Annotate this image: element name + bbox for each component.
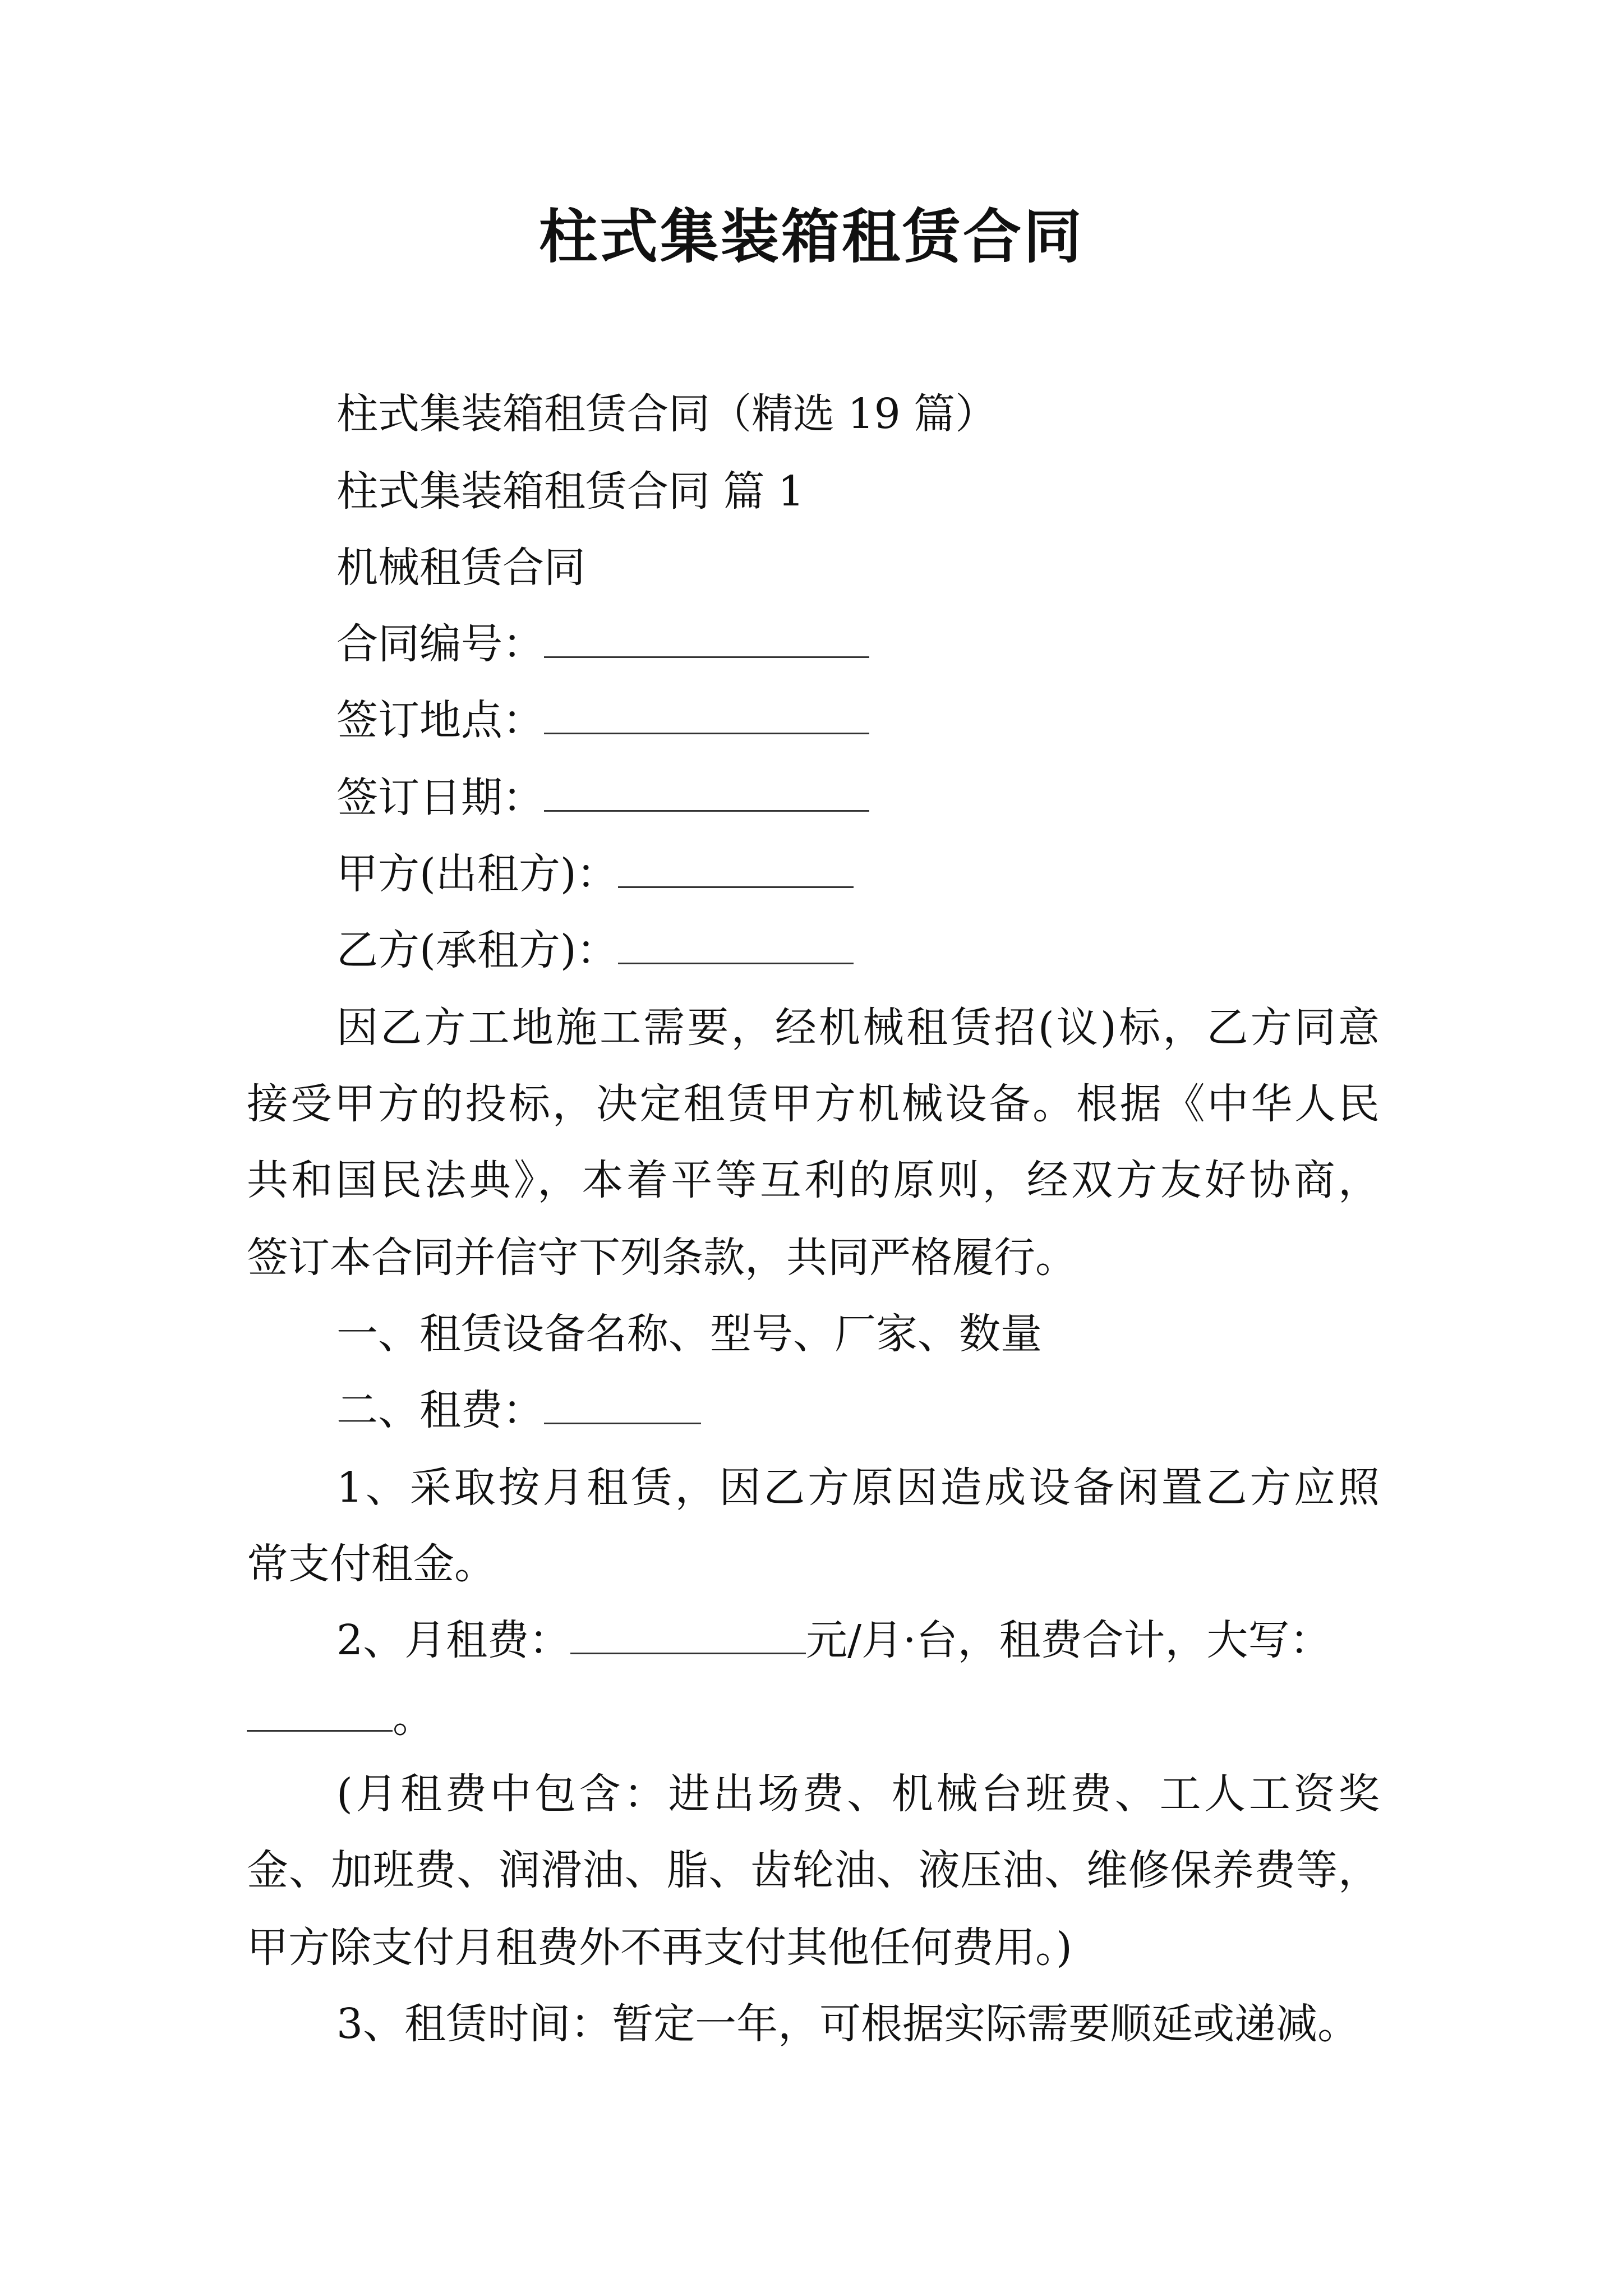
monthly-fee-blank[interactable] [570, 1613, 806, 1654]
paragraph-line: 常支付租金。 [247, 1540, 496, 1588]
total-amount-blank[interactable] [247, 1691, 393, 1732]
contract-number-blank[interactable] [544, 617, 869, 658]
paragraph-line: 因乙方工地施工需要，经机械租赁招(议)标，乙方同意 [336, 1004, 1380, 1052]
monthly-fee-unit: 元/月·台，租费合计，大写： [806, 1616, 1331, 1664]
rental-period-line: 3、租赁时间：暂定一年，可根据实际需要顺延或递减。 [336, 2000, 1359, 2048]
monthly-fee-row [336, 1612, 1331, 1668]
party-b-row [336, 922, 854, 978]
paragraph-line: 共和国民法典》，本着平等互利的原则，经双方友好协商， [247, 1156, 1380, 1204]
contract-name: 机械租赁合同 [336, 544, 585, 592]
rent-fee-row [336, 1382, 701, 1438]
subtitle-line: 柱式集装箱租赁合同（精选 19 篇） [336, 390, 997, 438]
rent-fee-blank[interactable] [544, 1383, 701, 1424]
signing-date-label: 签订日期： [336, 774, 544, 822]
signing-date-blank[interactable] [544, 771, 869, 812]
paragraph-line: 甲方除支付月租费外不再支付其他任何费用。) [247, 1924, 1072, 1972]
total-amount-end: 。 [393, 1694, 434, 1742]
total-amount-row [247, 1690, 434, 1746]
contract-number-row [336, 616, 869, 672]
paragraph-line: 接受甲方的投标，决定租赁甲方机械设备。根据《中华人民 [247, 1080, 1380, 1128]
rent-fee-label: 二、租费： [336, 1386, 544, 1434]
signing-date-row [336, 770, 869, 826]
monthly-fee-label: 2、月租费： [336, 1616, 571, 1664]
section-heading: 柱式集装箱租赁合同 篇 1 [336, 467, 805, 516]
signing-place-blank[interactable] [544, 693, 869, 734]
party-a-label: 甲方(出租方)： [336, 850, 618, 898]
party-a-blank[interactable] [618, 847, 854, 888]
signing-place-label: 签订地点： [336, 696, 544, 744]
party-b-blank[interactable] [618, 923, 854, 964]
paragraph-line: 金、加班费、润滑油、脂、齿轮油、液压油、维修保养费等， [247, 1846, 1380, 1894]
document-title: 柱式集装箱租赁合同 [538, 202, 1084, 271]
clause-one-heading: 一、租赁设备名称、型号、厂家、数量 [336, 1310, 1042, 1358]
party-b-label: 乙方(承租方)： [336, 926, 618, 974]
party-a-row [336, 846, 854, 902]
paragraph-line: (月租费中包含：进出场费、机械台班费、工人工资奖 [336, 1770, 1380, 1818]
contract-number-label: 合同编号： [336, 620, 544, 668]
paragraph-line: 1、采取按月租赁，因乙方原因造成设备闲置乙方应照 [336, 1464, 1380, 1512]
signing-place-row [336, 692, 869, 748]
paragraph-line: 签订本合同并信守下列条款，共同严格履行。 [247, 1234, 1077, 1282]
